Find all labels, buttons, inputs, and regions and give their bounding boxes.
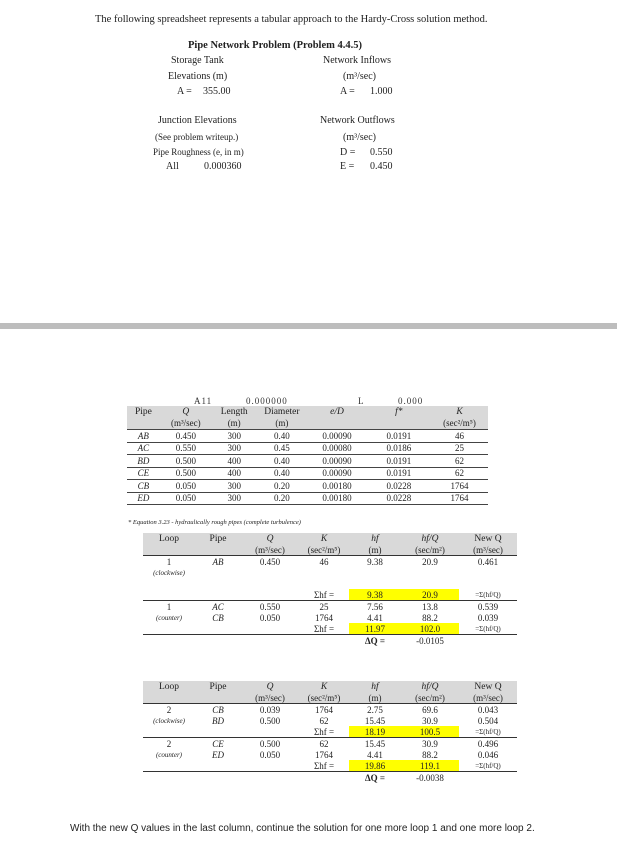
- inflows-units: (m³/sec): [343, 71, 376, 82]
- cell: 30.9: [422, 715, 438, 726]
- loop-direction: (clockwise): [153, 568, 185, 577]
- cropped-fragment: 0.000: [398, 396, 424, 406]
- cell: 300: [227, 430, 241, 441]
- col-unit: (m): [368, 544, 382, 555]
- loop-number: 1: [166, 601, 172, 612]
- col-header: Q: [182, 406, 190, 417]
- cell: 88.2: [422, 749, 438, 760]
- col-header: hf/Q: [421, 681, 439, 692]
- cell: BD: [137, 455, 150, 466]
- col-unit: (sec²/m⁵): [307, 544, 341, 555]
- cell: 0.039: [477, 612, 499, 623]
- col-header: K: [456, 406, 463, 417]
- cell: 0.0191: [386, 468, 412, 479]
- cell: 400: [227, 468, 241, 479]
- cell: 0.0228: [386, 480, 412, 491]
- cell: 400: [227, 455, 241, 466]
- cell: 25: [455, 443, 464, 454]
- cell: ED: [137, 493, 150, 504]
- cell: 0.550: [259, 601, 281, 612]
- sum-hfq: 119.1: [401, 760, 459, 772]
- col-unit: (sec/m²): [415, 544, 445, 555]
- cell: 25: [319, 601, 329, 612]
- cell: 1764: [315, 612, 333, 623]
- cell: CB: [137, 480, 150, 491]
- loop1-table: [143, 533, 517, 646]
- loop-direction: (counter): [155, 613, 183, 622]
- cell: 1764: [450, 480, 469, 491]
- table-row: [143, 749, 517, 760]
- table-row: [127, 480, 488, 493]
- junction-note: (See problem writeup.): [155, 132, 239, 142]
- cell: 0.40: [274, 430, 290, 441]
- col-header: hf: [371, 681, 379, 692]
- cell: 4.41: [367, 612, 383, 623]
- table-row: [143, 715, 517, 726]
- cell: 0.050: [175, 493, 196, 504]
- sum-label: Σhf =: [313, 589, 335, 600]
- cell: AC: [212, 601, 224, 612]
- table-row: [143, 601, 517, 613]
- col-header: hf/Q: [421, 533, 439, 544]
- cell: 0.500: [175, 455, 196, 466]
- col-header: K: [320, 533, 328, 544]
- cropped-fragment: A11: [194, 396, 213, 406]
- cell: 20.9: [422, 556, 438, 567]
- col-unit: (m): [275, 418, 289, 429]
- sum-row: [143, 623, 517, 635]
- col-header: f*: [395, 406, 403, 417]
- formula: =Σ(hf/Q): [475, 590, 501, 599]
- col-header: Pipe: [209, 533, 227, 544]
- col-header: New Q: [474, 681, 502, 692]
- col-header: Q: [266, 533, 274, 544]
- cell: 1764: [450, 493, 469, 504]
- cropped-fragment: L: [358, 396, 365, 406]
- formula: =Σ(hf/Q): [475, 727, 501, 736]
- loop2-table: [143, 681, 517, 783]
- cell: 0.500: [259, 715, 281, 726]
- sum-label: Σhf =: [313, 726, 335, 737]
- col-header: K: [320, 681, 328, 692]
- inflows-a-value: 1.000: [370, 86, 393, 97]
- loop-number: 1: [166, 556, 172, 567]
- cell: CE: [212, 738, 224, 749]
- elevations-label: Elevations (m): [168, 71, 228, 82]
- col-unit: [367, 418, 431, 430]
- sum-row: [143, 726, 517, 738]
- col-header: Pipe: [209, 681, 227, 692]
- cell: 0.00090: [322, 468, 352, 479]
- cell: 0.046: [477, 749, 499, 760]
- sum-hf: 9.38: [349, 589, 401, 601]
- cell: CE: [137, 468, 150, 479]
- cell: 300: [227, 493, 241, 504]
- col-header: Loop: [158, 533, 180, 544]
- col-header: Q: [266, 681, 274, 692]
- junction-label: Junction Elevations: [158, 115, 237, 126]
- equation-note: * Equation 3.23 - hydraulically rough pipes (complete turbulence): [128, 519, 301, 526]
- cell: 88.2: [422, 612, 438, 623]
- cell: AC: [137, 443, 150, 454]
- cell: 0.00180: [322, 480, 352, 491]
- outflows-e-value: 0.450: [370, 161, 393, 172]
- cell: 30.9: [422, 738, 438, 749]
- roughness-value: 0.000360: [204, 161, 242, 172]
- roughness-all-label: All: [166, 161, 179, 172]
- outflows-label: Network Outflows: [320, 115, 395, 126]
- col-unit: (sec²/m⁵): [443, 418, 476, 429]
- cell: 13.8: [422, 601, 438, 612]
- cell: 0.500: [259, 738, 281, 749]
- cropped-fragment: 0.000000: [246, 396, 288, 406]
- loop-direction: (clockwise): [153, 716, 185, 725]
- page-divider: [0, 323, 617, 329]
- sum-hfq: 20.9: [401, 589, 459, 601]
- intro-text: The following spreadsheet represents a tabular approach to the Hardy-Cross solution method.: [95, 14, 488, 25]
- outflows-units: (m³/sec): [343, 132, 376, 143]
- delta-q-row: [143, 772, 517, 784]
- cell: 0.0186: [386, 443, 412, 454]
- col-unit: (m³/sec): [255, 544, 285, 555]
- loop-number: 2: [166, 704, 172, 715]
- delta-q-row: [143, 635, 517, 647]
- sum-hf: 18.19: [349, 726, 401, 738]
- col-unit: [307, 418, 366, 430]
- sum-hfq: 102.0: [401, 623, 459, 635]
- table-row: [127, 455, 488, 468]
- cell: ED: [212, 749, 224, 760]
- outflows-e-label: E =: [340, 161, 355, 172]
- col-header: hf: [371, 533, 379, 544]
- sum-hfq: 100.5: [401, 726, 459, 738]
- inflows-label: Network Inflows: [323, 55, 392, 66]
- cell: 0.00090: [322, 455, 352, 466]
- roughness-label: Pipe Roughness (e, in m): [153, 147, 244, 157]
- col-header: Pipe: [134, 406, 152, 417]
- cell: 0.500: [175, 468, 196, 479]
- cell: 300: [227, 443, 241, 454]
- delta-q-value: -0.0105: [416, 635, 444, 646]
- cell: 0.050: [175, 480, 196, 491]
- cell: 4.41: [367, 749, 383, 760]
- cell: 46: [455, 430, 464, 441]
- col-header: e/D: [330, 406, 344, 417]
- cell: AB: [212, 556, 224, 567]
- cell: 2.75: [367, 704, 383, 715]
- cell: 0.00080: [322, 443, 352, 454]
- col-header: Length: [220, 406, 248, 417]
- cell: 0.039: [259, 704, 281, 715]
- col-unit: (m): [368, 692, 382, 703]
- cell: 69.6: [422, 704, 438, 715]
- col-unit: [127, 418, 160, 430]
- table-row: [127, 492, 488, 505]
- table-row: [127, 430, 488, 443]
- instructions-text: With the new Q values in the last column, continue the solution for one more loop 1 and one more loop 2.: [70, 823, 535, 834]
- sum-row: [143, 589, 517, 601]
- cell: 0.496: [477, 738, 499, 749]
- cell: 0.539: [477, 601, 499, 612]
- sum-hf: 19.86: [349, 760, 401, 772]
- cell: 62: [455, 455, 464, 466]
- cell: 1764: [315, 704, 333, 715]
- cell: 15.45: [364, 738, 386, 749]
- delta-q-value: -0.0038: [416, 772, 444, 783]
- cell: CB: [212, 612, 224, 623]
- cell: 0.043: [477, 704, 499, 715]
- cell: 300: [227, 480, 241, 491]
- table-row: [143, 556, 517, 568]
- table-row: [127, 442, 488, 455]
- pipe-properties-table: [127, 406, 488, 505]
- cell: 0.504: [477, 715, 499, 726]
- cell: 0.0191: [386, 455, 412, 466]
- col-unit: (m³/sec): [473, 544, 503, 555]
- problem-title: Pipe Network Problem (Problem 4.4.5): [188, 40, 362, 51]
- cell: 62: [319, 715, 329, 726]
- cell: 1764: [315, 749, 333, 760]
- col-unit: (sec/m²): [415, 692, 445, 703]
- delta-q-label: ΔQ =: [364, 772, 386, 783]
- sum-row: [143, 760, 517, 772]
- cell: 0.00090: [322, 430, 352, 441]
- cell: 0.0228: [386, 493, 412, 504]
- storage-a-value: 355.00: [203, 86, 231, 97]
- col-unit: (m³/sec): [170, 418, 201, 429]
- sum-hf: 11.97: [349, 623, 401, 635]
- outflows-d-label: D =: [340, 147, 356, 158]
- table-row: [143, 738, 517, 750]
- cell: 0.00180: [322, 493, 352, 504]
- cell: 7.56: [367, 601, 383, 612]
- col-unit: (sec²/m⁵): [307, 692, 341, 703]
- storage-label: Storage Tank: [171, 55, 224, 66]
- table-row: [127, 467, 488, 480]
- cell: 0.40: [274, 455, 290, 466]
- col-header: New Q: [474, 533, 502, 544]
- cell: 0.450: [175, 430, 196, 441]
- cell: 15.45: [364, 715, 386, 726]
- cell: 0.550: [175, 443, 196, 454]
- cell: 0.20: [274, 480, 290, 491]
- cell: 0.20: [274, 493, 290, 504]
- formula: =Σ(hf/Q): [475, 624, 501, 633]
- cell: 0.40: [274, 468, 290, 479]
- outflows-d-value: 0.550: [370, 147, 393, 158]
- storage-a-label: A =: [177, 86, 192, 97]
- col-unit: (m³/sec): [255, 692, 285, 703]
- cell: 0.450: [259, 556, 281, 567]
- cell: BD: [212, 715, 224, 726]
- sum-label: Σhf =: [313, 760, 335, 771]
- cell: 46: [319, 556, 329, 567]
- cell: AB: [137, 430, 149, 441]
- col-header: Diameter: [264, 406, 300, 417]
- cell: CB: [212, 704, 224, 715]
- col-unit: (m³/sec): [473, 692, 503, 703]
- cell: 0.45: [274, 443, 290, 454]
- sum-label: Σhf =: [313, 623, 335, 634]
- cell: 62: [319, 738, 329, 749]
- col-header: Loop: [158, 681, 180, 692]
- cell: 0.050: [259, 749, 281, 760]
- formula: =Σ(hf/Q): [475, 761, 501, 770]
- cell: 0.050: [259, 612, 281, 623]
- delta-q-label: ΔQ =: [364, 635, 386, 646]
- col-unit: (m): [227, 418, 241, 429]
- loop-number: 2: [166, 738, 172, 749]
- cell: 62: [455, 468, 464, 479]
- cell: 0.0191: [386, 430, 412, 441]
- cell: 9.38: [367, 556, 383, 567]
- table-row: [143, 704, 517, 716]
- inflows-a-label: A =: [340, 86, 355, 97]
- table-row: [143, 612, 517, 623]
- loop-direction: (counter): [155, 750, 183, 759]
- cell: 0.461: [477, 556, 499, 567]
